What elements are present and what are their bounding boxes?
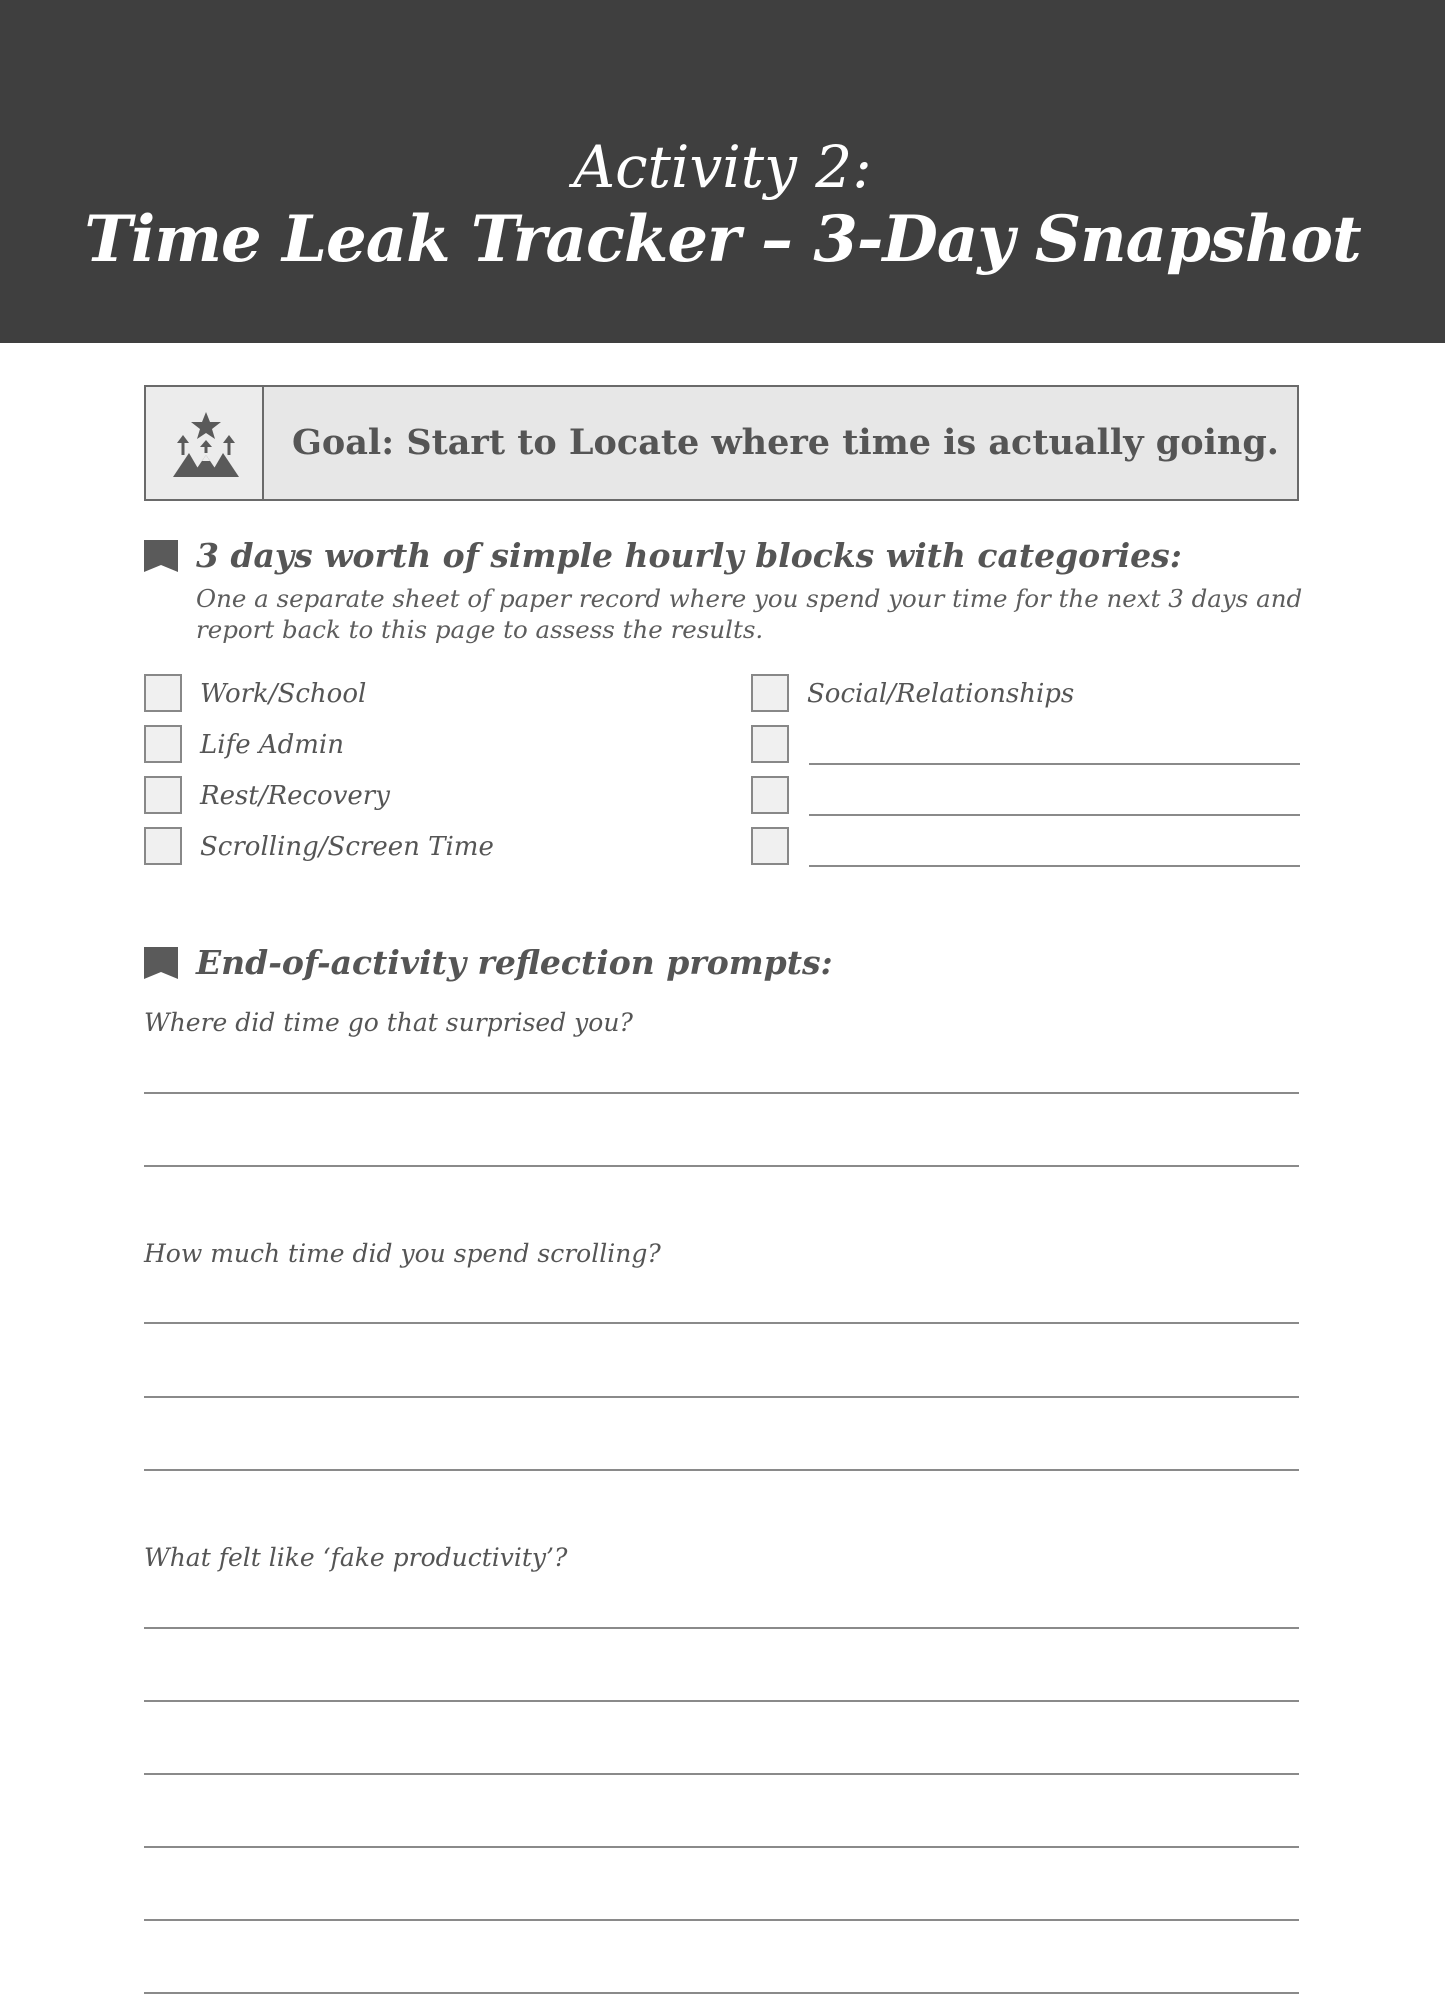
reflection-prompt: Where did time go that surprised you? [144, 1008, 633, 1037]
category-label: Rest/Recovery [200, 781, 390, 811]
custom-category-line[interactable] [809, 865, 1300, 867]
answer-line[interactable] [144, 1627, 1299, 1629]
category-checkbox[interactable] [144, 776, 182, 814]
page-title: Time Leak Tracker – 3-Day Snapshot [84, 202, 1361, 277]
custom-category-line[interactable] [809, 814, 1300, 816]
bookmark-icon [144, 540, 178, 572]
answer-line[interactable] [144, 1165, 1299, 1167]
mountain-star-arrows-icon [173, 409, 239, 479]
answer-line[interactable] [144, 1700, 1299, 1702]
category-checkbox[interactable] [751, 725, 789, 763]
bookmark-icon [144, 947, 178, 979]
category-checkbox[interactable] [751, 827, 789, 865]
category-label: Life Admin [200, 730, 344, 760]
custom-category-line[interactable] [809, 763, 1300, 765]
goal-box [144, 385, 1299, 501]
category-label: Work/School [200, 679, 367, 709]
answer-line[interactable] [144, 1322, 1299, 1324]
category-label: Social/Relationships [807, 679, 1075, 709]
answer-line[interactable] [144, 1092, 1299, 1094]
category-checkbox[interactable] [144, 827, 182, 865]
activity-number: Activity 2: [573, 133, 872, 201]
section-categories-title: 3 days worth of simple hourly blocks with categories: [196, 536, 1182, 575]
answer-line[interactable] [144, 1773, 1299, 1775]
category-checkbox[interactable] [144, 674, 182, 712]
answer-line[interactable] [144, 1992, 1299, 1994]
category-checkbox[interactable] [751, 776, 789, 814]
category-label: Scrolling/Screen Time [200, 832, 494, 862]
answer-line[interactable] [144, 1469, 1299, 1471]
reflection-prompt: What felt like ‘fake productivity’? [144, 1543, 568, 1572]
goal-text: Goal: Start to Locate where time is actually going. [292, 422, 1279, 463]
answer-line[interactable] [144, 1396, 1299, 1398]
answer-line[interactable] [144, 1846, 1299, 1848]
goal-icon-cell [146, 387, 264, 499]
answer-line[interactable] [144, 1919, 1299, 1921]
section-reflection-title: End-of-activity reflection prompts: [196, 943, 833, 982]
section-categories-description: One a separate sheet of paper record where you spend your time for the next 3 days and report back to this page to assess the results. [196, 584, 1303, 644]
category-checkbox[interactable] [144, 725, 182, 763]
reflection-prompt: How much time did you spend scrolling? [144, 1239, 661, 1268]
page-header [0, 0, 1445, 343]
category-checkbox[interactable] [751, 674, 789, 712]
